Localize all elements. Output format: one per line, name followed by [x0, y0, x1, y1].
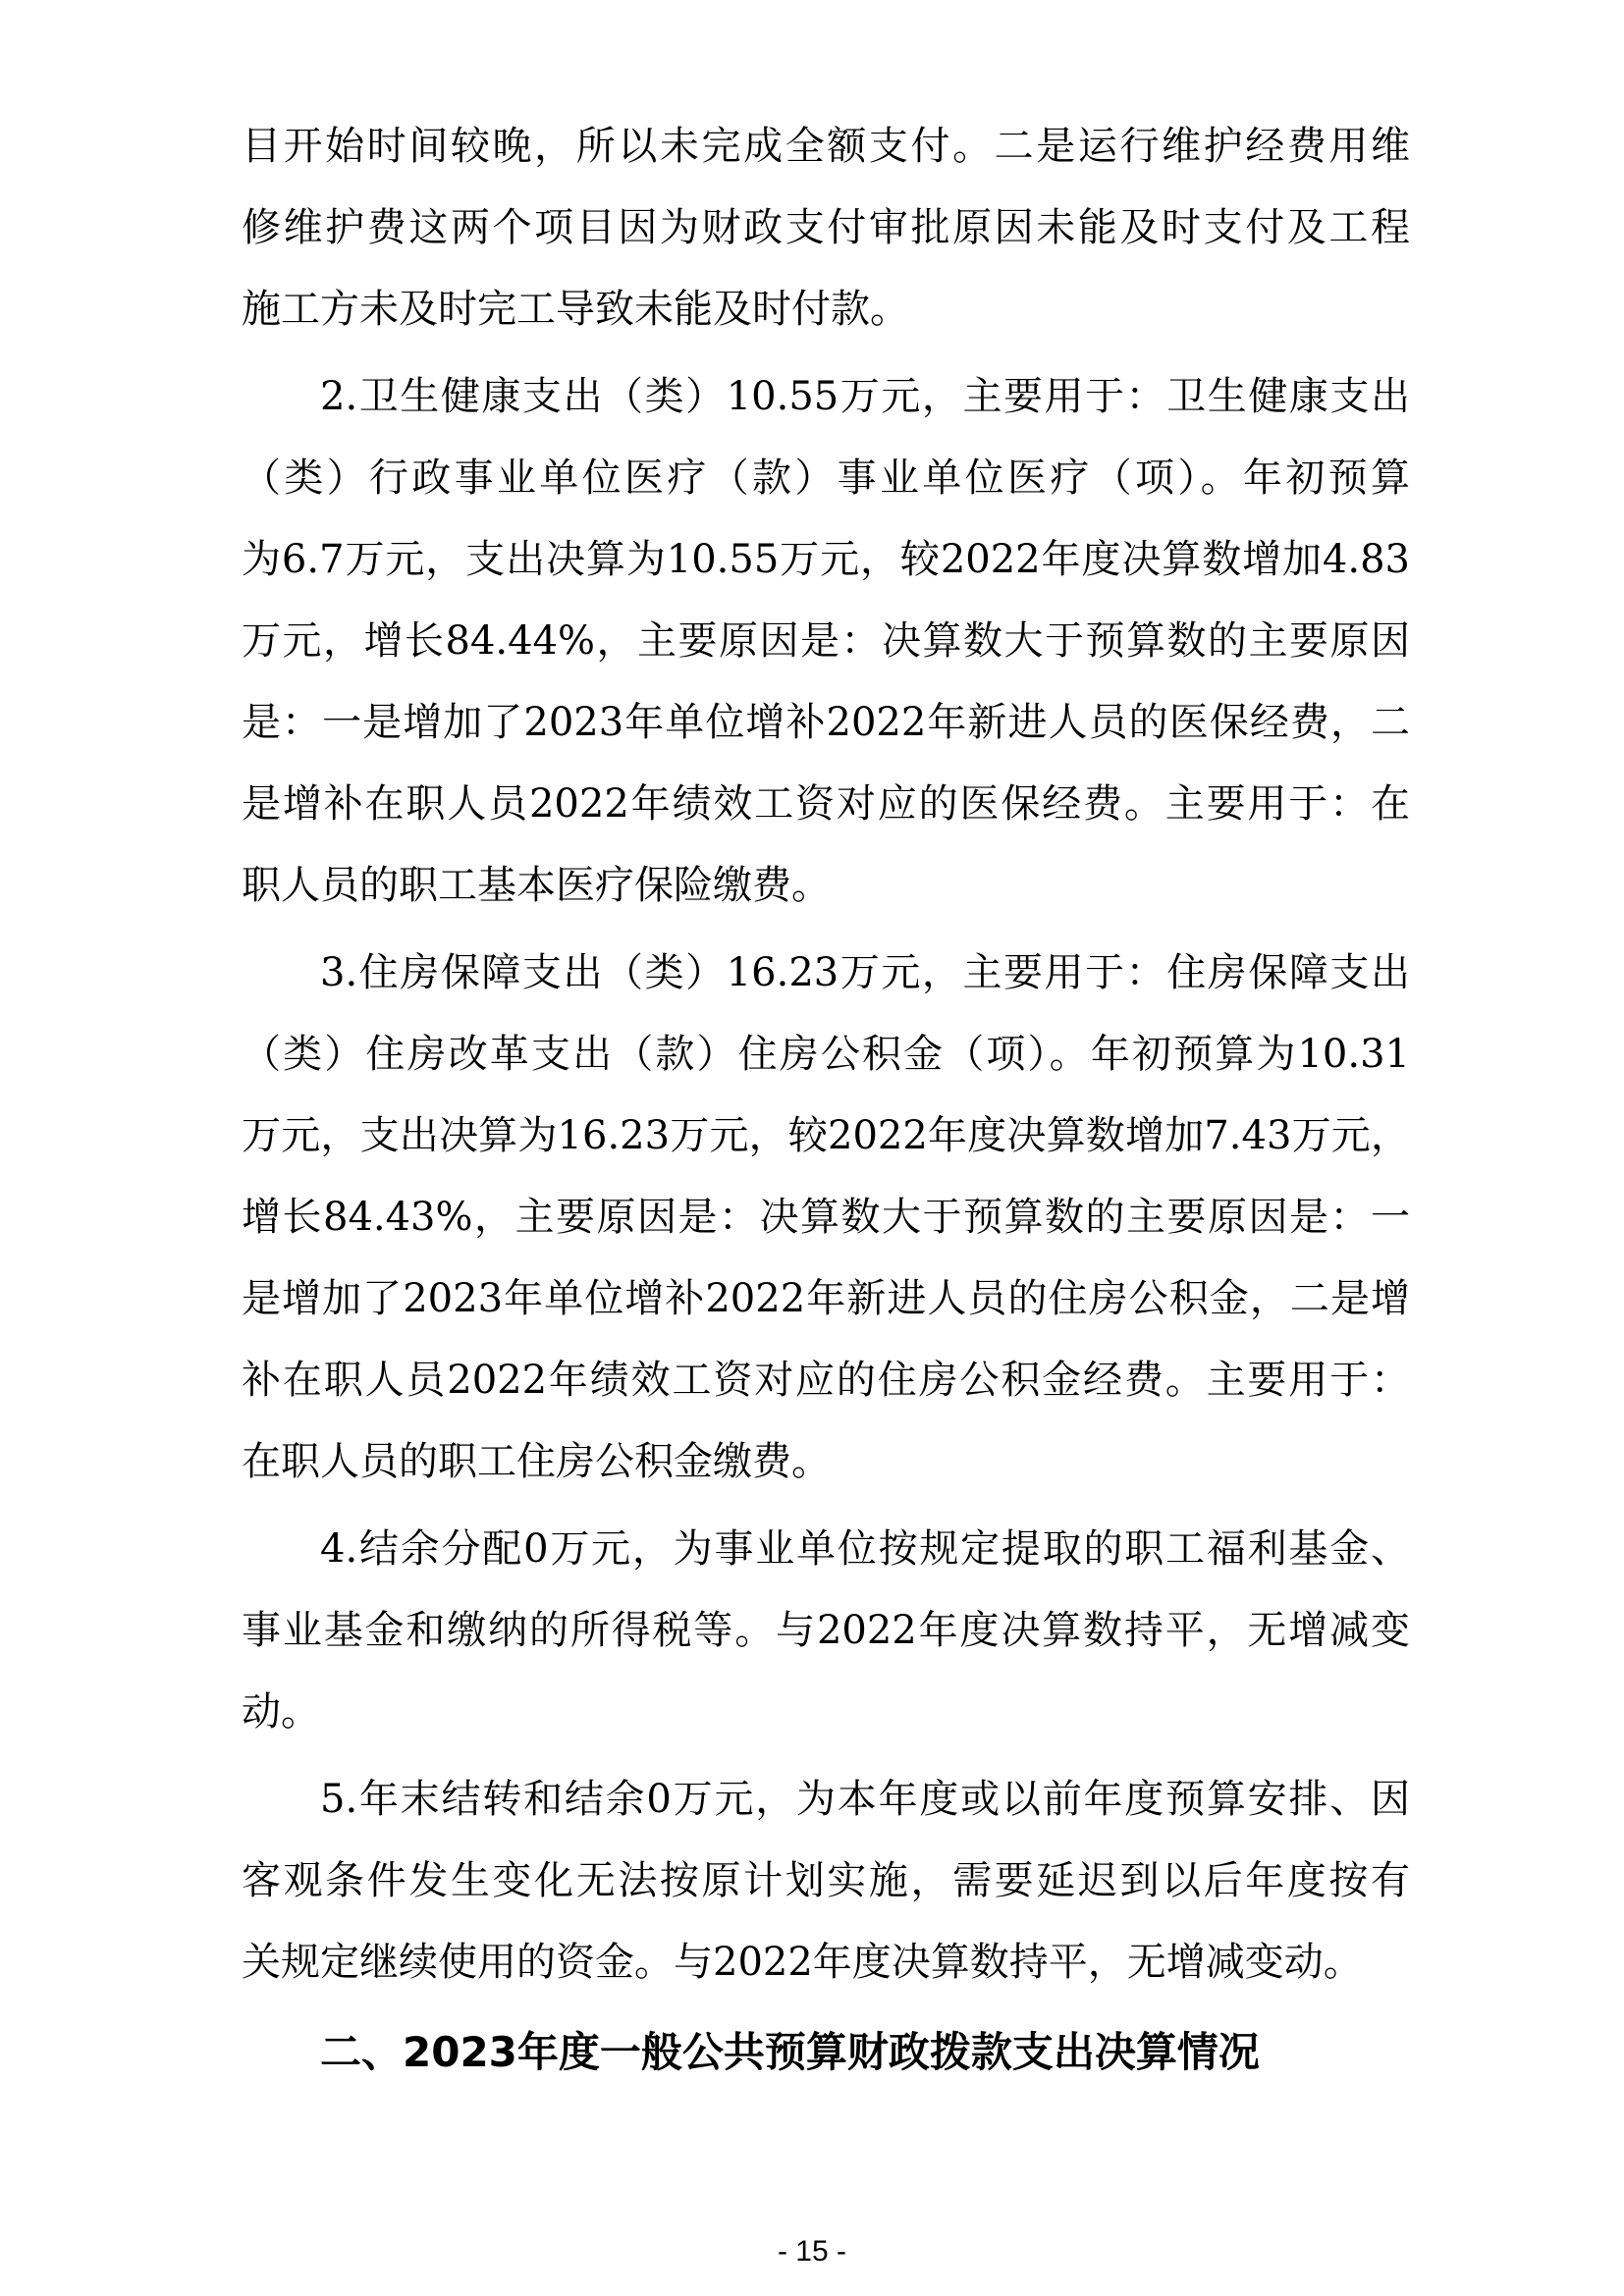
text-line: 施工方未及时完工导致未能及时付款。 [242, 287, 909, 332]
text-line: 5.年末结转和结余0万元，为本年度或以前年度预算安排、因 [320, 1777, 1410, 1822]
page-number: - 15 - [777, 2235, 847, 2268]
text-line: （类）行政事业单位医疗（款）事业单位医疗（项）。年初预算 [242, 455, 1410, 501]
text-line: 3.住房保障支出（类）16.23万元，主要用于：住房保障支出 [320, 950, 1410, 995]
text-line: 客观条件发生变化无法按原计划实施，需要延迟到以后年度按有 [242, 1858, 1410, 1903]
text-line: 补在职人员2022年绩效工资对应的住房公积金经费。主要用于： [242, 1358, 1410, 1403]
text-line: 4.结余分配0万元，为事业单位按规定提取的职工福利基金、 [320, 1526, 1410, 1572]
text-line: 增长84.43%，主要原因是：决算数大于预算数的主要原因是：一 [242, 1195, 1410, 1240]
text-line: 目开始时间较晚，所以未完成全额支付。二是运行维护经费用维 [242, 124, 1410, 169]
text-line: 万元，支出决算为16.23万元，较2022年度决算数增加7.43万元， [242, 1113, 1410, 1158]
text-line: （类）住房改革支出（款）住房公积金（项）。年初预算为10.31 [242, 1032, 1410, 1077]
text-line: 是：一是增加了2023年单位增补2022年新进人员的医保经费，二 [242, 700, 1410, 745]
text-line: 事业基金和缴纳的所得税等。与2022年度决算数持平，无增减变 [242, 1608, 1410, 1653]
text-line: 修维护费这两个项目因为财政支付审批原因未能及时支付及工程 [242, 205, 1410, 250]
text-line: 为6.7万元，支出决算为10.55万元，较2022年度决算数增加4.83 [242, 537, 1410, 582]
text-line: 2.卫生健康支出（类）10.55万元，主要用于：卫生健康支出 [320, 374, 1410, 419]
section-heading: 二、2023年度一般公共预算财政拨款支出决算情况 [320, 2028, 1260, 2076]
paragraph-health-expenditure [242, 356, 1410, 927]
text-line: 动。 [242, 1689, 320, 1735]
text-line: 职人员的职工基本医疗保险缴费。 [242, 863, 831, 908]
paragraph-continuation [242, 106, 1410, 350]
text-line: 在职人员的职工住房公积金缴费。 [242, 1439, 831, 1484]
paragraph-housing-expenditure [242, 933, 1410, 1503]
text-line: 是增补在职人员2022年绩效工资对应的医保经费。主要用于：在 [242, 781, 1410, 827]
text-line: 是增加了2023年单位增补2022年新进人员的住房公积金，二是增 [242, 1276, 1410, 1321]
document-body [242, 106, 1410, 2009]
text-line: 万元，增长84.44%，主要原因是：决算数大于预算数的主要原因 [242, 618, 1410, 664]
text-line: 关规定继续使用的资金。与2022年度决算数持平，无增减变动。 [242, 1940, 1363, 1985]
paragraph-year-end-carryover [242, 1759, 1410, 2003]
paragraph-surplus-distribution [242, 1509, 1410, 1753]
